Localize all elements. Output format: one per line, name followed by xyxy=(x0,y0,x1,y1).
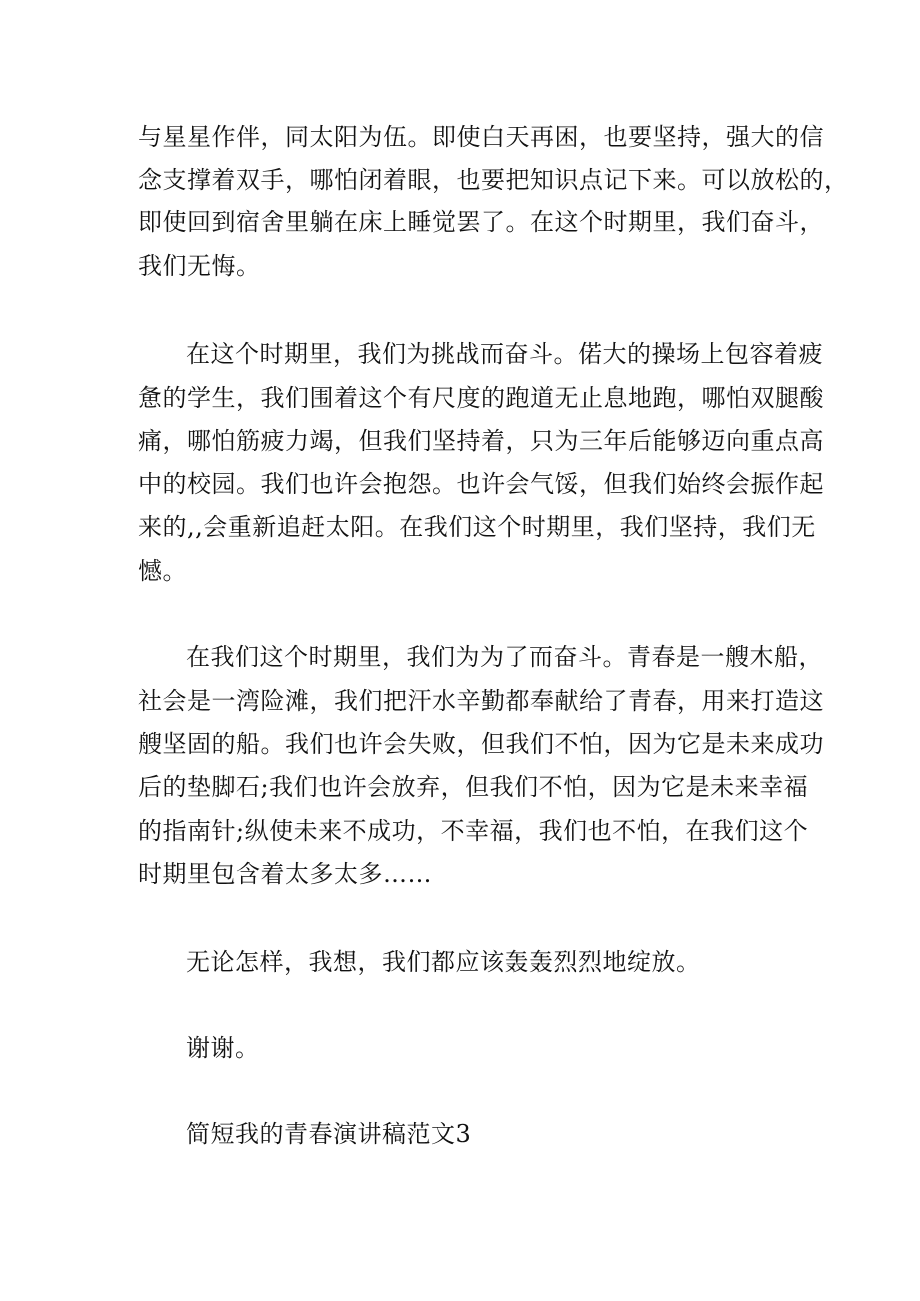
p2-line-5: 来的,,会重新追赶太阳。在我们这个时期里，我们坚持，我们无 xyxy=(138,513,816,541)
p4-line: 无论怎样，我想，我们都应该轰轰烈烈地绽放。 xyxy=(186,948,701,976)
p2-line-4: 中的校园。我们也许会抱怨。也许会气馁，但我们始终会振作起 xyxy=(138,470,824,498)
p1-line-3: 即使回到宿舍里躺在床上睡觉罢了。在这个时期里，我们奋斗， xyxy=(138,208,824,236)
p3-line-1: 在我们这个时期里，我们为为了而奋斗。青春是一艘木船， xyxy=(186,643,823,671)
p2-line-2: 惫的学生，我们围着这个有尺度的跑道无止息地跑，哪怕双腿酸 xyxy=(138,384,824,412)
p2-line-1: 在这个时期里，我们为挑战而奋斗。偌大的操场上包容着疲 xyxy=(186,340,823,368)
p2-line-6: 憾。 xyxy=(138,557,187,585)
p2-line-3: 痛，哪怕筋疲力竭，但我们坚持着，只为三年后能够迈向重点高 xyxy=(138,427,824,455)
p5-line: 谢谢。 xyxy=(186,1034,260,1062)
p1-line-2: 念支撑着双手，哪怕闭着眼，也要把知识点记下来。可以放松的， xyxy=(138,166,849,194)
p3-line-6: 时期里包含着太多太多…… xyxy=(138,860,432,888)
p3-line-3: 艘坚固的船。我们也许会失败，但我们不怕，因为它是未来成功 xyxy=(138,730,824,758)
p3-line-2: 社会是一湾险滩，我们把汗水辛勤都奉献给了青春，用来打造这 xyxy=(138,687,824,715)
p1-line-4: 我们无悔。 xyxy=(138,252,261,280)
p1-line-1: 与星星作伴，同太阳为伍。即使白天再困，也要坚持，强大的信 xyxy=(138,123,824,151)
p3-line-4: 后的垫脚石;我们也许会放弃，但我们不怕，因为它是未来幸福 xyxy=(138,773,809,801)
p3-line-5: 的指南针;纵使未来不成功，不幸福，我们也不怕，在我们这个 xyxy=(138,817,809,845)
section-heading: 简短我的青春演讲稿范文3 xyxy=(186,1120,472,1148)
